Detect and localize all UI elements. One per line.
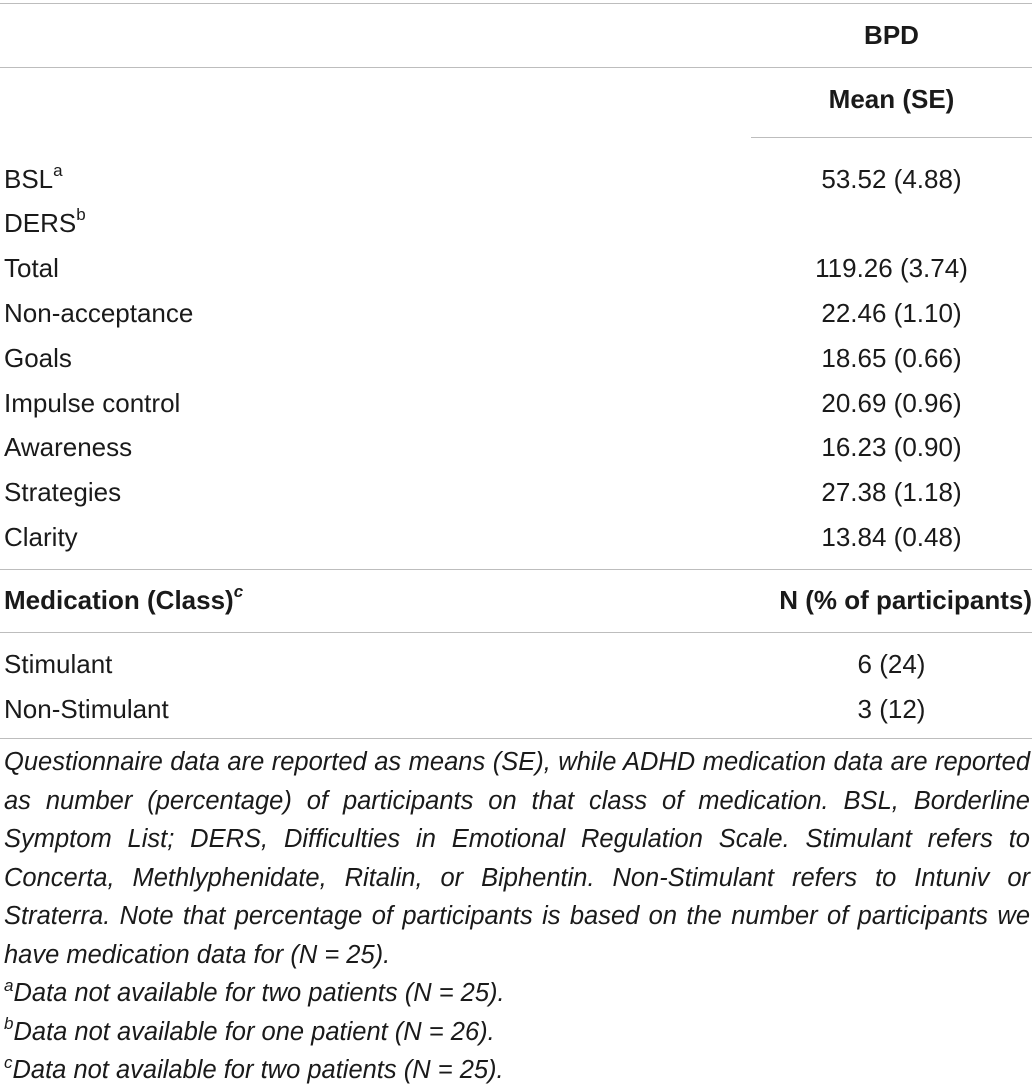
row-label: Non-Stimulant bbox=[4, 694, 169, 724]
row-value: 27.38 (1.18) bbox=[821, 477, 962, 507]
table-row-clarity bbox=[0, 515, 1036, 560]
column-header-mean-se: Mean (SE) bbox=[828, 84, 955, 114]
table-row-nonacceptance bbox=[0, 291, 1036, 336]
row-label: Impulse control bbox=[4, 388, 181, 418]
row-value: 20.69 (0.96) bbox=[821, 388, 962, 418]
row-value: 16.23 (0.90) bbox=[821, 432, 962, 462]
table-row-awareness bbox=[0, 425, 1036, 470]
top-rule bbox=[0, 3, 1032, 4]
table-row-non-stimulant bbox=[0, 687, 1036, 732]
table-row-total bbox=[0, 246, 1036, 291]
row-value: 22.46 (1.10) bbox=[821, 298, 962, 328]
row-label: Total bbox=[4, 253, 59, 283]
medication-header-row bbox=[0, 578, 1036, 623]
footnote-b: $^b$Data not available for one patient (N = 26). bbox=[4, 1014, 495, 1046]
row-value: 3 (12) bbox=[857, 694, 926, 724]
medication-class-header: Medication (Class)$^c$ bbox=[4, 582, 244, 615]
column-header-bpd: BPD bbox=[864, 20, 919, 50]
table-row-bsl bbox=[0, 157, 1036, 202]
table-row-impulse-control bbox=[0, 381, 1036, 426]
row-label: DERS$^b$ bbox=[4, 205, 86, 238]
row-value: 53.52 (4.88) bbox=[821, 164, 962, 194]
row-label: Clarity bbox=[4, 522, 78, 552]
row-label: BSL$^a$ bbox=[4, 161, 63, 194]
table-row-goals bbox=[0, 336, 1036, 381]
medication-header-rule bbox=[0, 632, 1032, 633]
footnote-c: $^c$Data not available for two patients (N = 25). bbox=[4, 1052, 504, 1084]
row-label: Stimulant bbox=[4, 649, 113, 679]
row-value: 6 (24) bbox=[857, 649, 926, 679]
row-value: 119.26 (3.74) bbox=[815, 253, 968, 283]
row-value: 13.84 (0.48) bbox=[821, 522, 962, 552]
row-label: Goals bbox=[4, 343, 72, 373]
column-header-n-percent: N (% of participants) bbox=[779, 585, 1032, 615]
subheader-rule bbox=[751, 137, 1032, 138]
section-divider bbox=[0, 569, 1032, 570]
footnote-a: $^a$Data not available for two patients (N = 25). bbox=[4, 975, 505, 1007]
table-footnote-main: Questionnaire data are reported as means (SE), while ADHD medication data are reported as number (percentage) of participants on that class of medication. BSL, Borderline Symptom List; DERS, Difficulties in Emotional Regulation Scale. Stimulant refers to Concerta, Methlyphenidate, Ritalin, or Biphentin. Non-Stimulant refers to Intuniv or Straterra. Note that percentage of participants is based on the number of participants we have medication data for (N = 25). bbox=[4, 748, 1030, 969]
row-label: Non-acceptance bbox=[4, 298, 194, 328]
bottom-rule bbox=[0, 738, 1032, 739]
row-value: 18.65 (0.66) bbox=[821, 343, 962, 373]
table-notes bbox=[4, 743, 1030, 1090]
table-row-ders bbox=[0, 201, 1036, 246]
header-divider bbox=[0, 67, 1032, 68]
table-row-strategies bbox=[0, 470, 1036, 515]
table-row-stimulant bbox=[0, 642, 1036, 687]
row-label: Awareness bbox=[4, 432, 133, 462]
row-label: Strategies bbox=[4, 477, 122, 507]
